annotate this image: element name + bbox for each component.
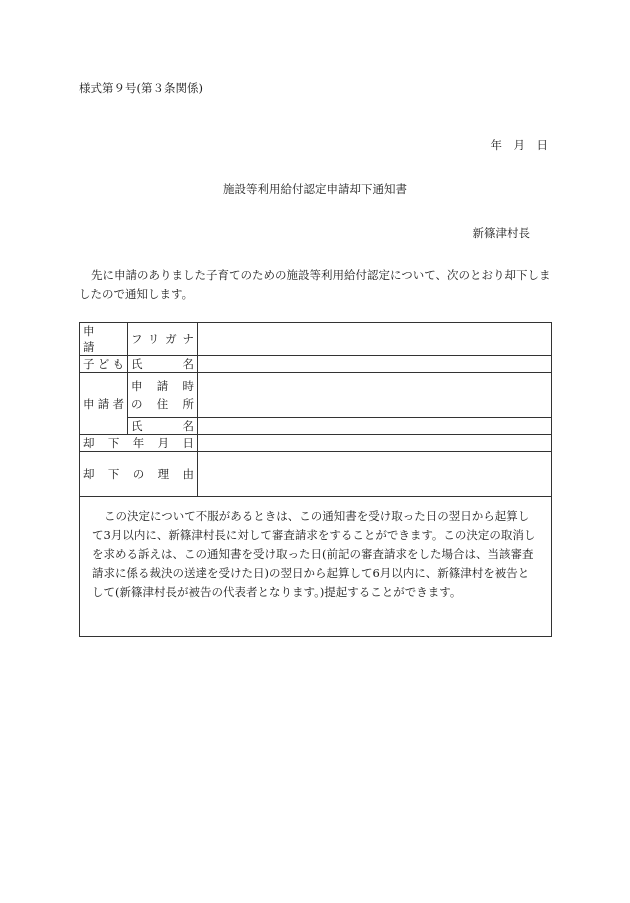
row-furigana <box>80 323 552 356</box>
row-rejection-date <box>80 435 552 452</box>
date-line: 年 月 日 <box>490 138 548 152</box>
row-child-name <box>80 356 552 373</box>
child-label-top: 申 請 <box>80 323 128 356</box>
form-number: 様式第９号(第３条関係) <box>79 81 203 95</box>
row-applicant-name <box>80 418 552 435</box>
row-address <box>80 373 552 418</box>
address-value[interactable] <box>198 373 552 418</box>
reason-value[interactable] <box>198 452 552 497</box>
appeal-notice: この決定について不服があるときは、この通知書を受け取った日の翌日から起算して3月以内に、新篠津村長に対して審査請求をすることができます。この決定の取消しを求める訴えは、この通知書を受け取った日(前記の審査請求をした場合は、当該審査請求に係る裁決の送達を受けた日)の翌日から起算して6月以内に、新篠津村を被告として(新篠津村長が被告の代表者となります。)提起することができます。 <box>80 497 552 637</box>
row-notice <box>80 497 552 637</box>
child-label-bottom: 子ども <box>80 356 128 373</box>
applicant-name-value[interactable] <box>198 418 552 435</box>
child-name-value[interactable] <box>198 356 552 373</box>
furigana-value[interactable] <box>198 323 552 356</box>
rejection-date-value[interactable] <box>198 435 552 452</box>
rejection-date-label: 却 下 年 月 日 <box>80 435 198 452</box>
child-name-label: 氏 名 <box>128 356 198 373</box>
row-reason <box>80 452 552 497</box>
intro-paragraph: 先に申請のありました子育てのための施設等利用給付認定について、次のとおり却下しましたので通知します。 <box>79 268 551 301</box>
furigana-label: フリガナ <box>128 323 198 356</box>
applicant-label: 申請者 <box>80 373 128 435</box>
issuer-name: 新篠津村長 <box>472 226 530 240</box>
address-label: 申 請 時 の 住 所 <box>128 373 198 418</box>
document-title: 施設等利用給付認定申請却下通知書 <box>223 182 407 196</box>
applicant-name-label: 氏 名 <box>128 418 198 435</box>
reason-label: 却 下 の 理 由 <box>80 452 198 497</box>
application-table <box>79 322 552 637</box>
